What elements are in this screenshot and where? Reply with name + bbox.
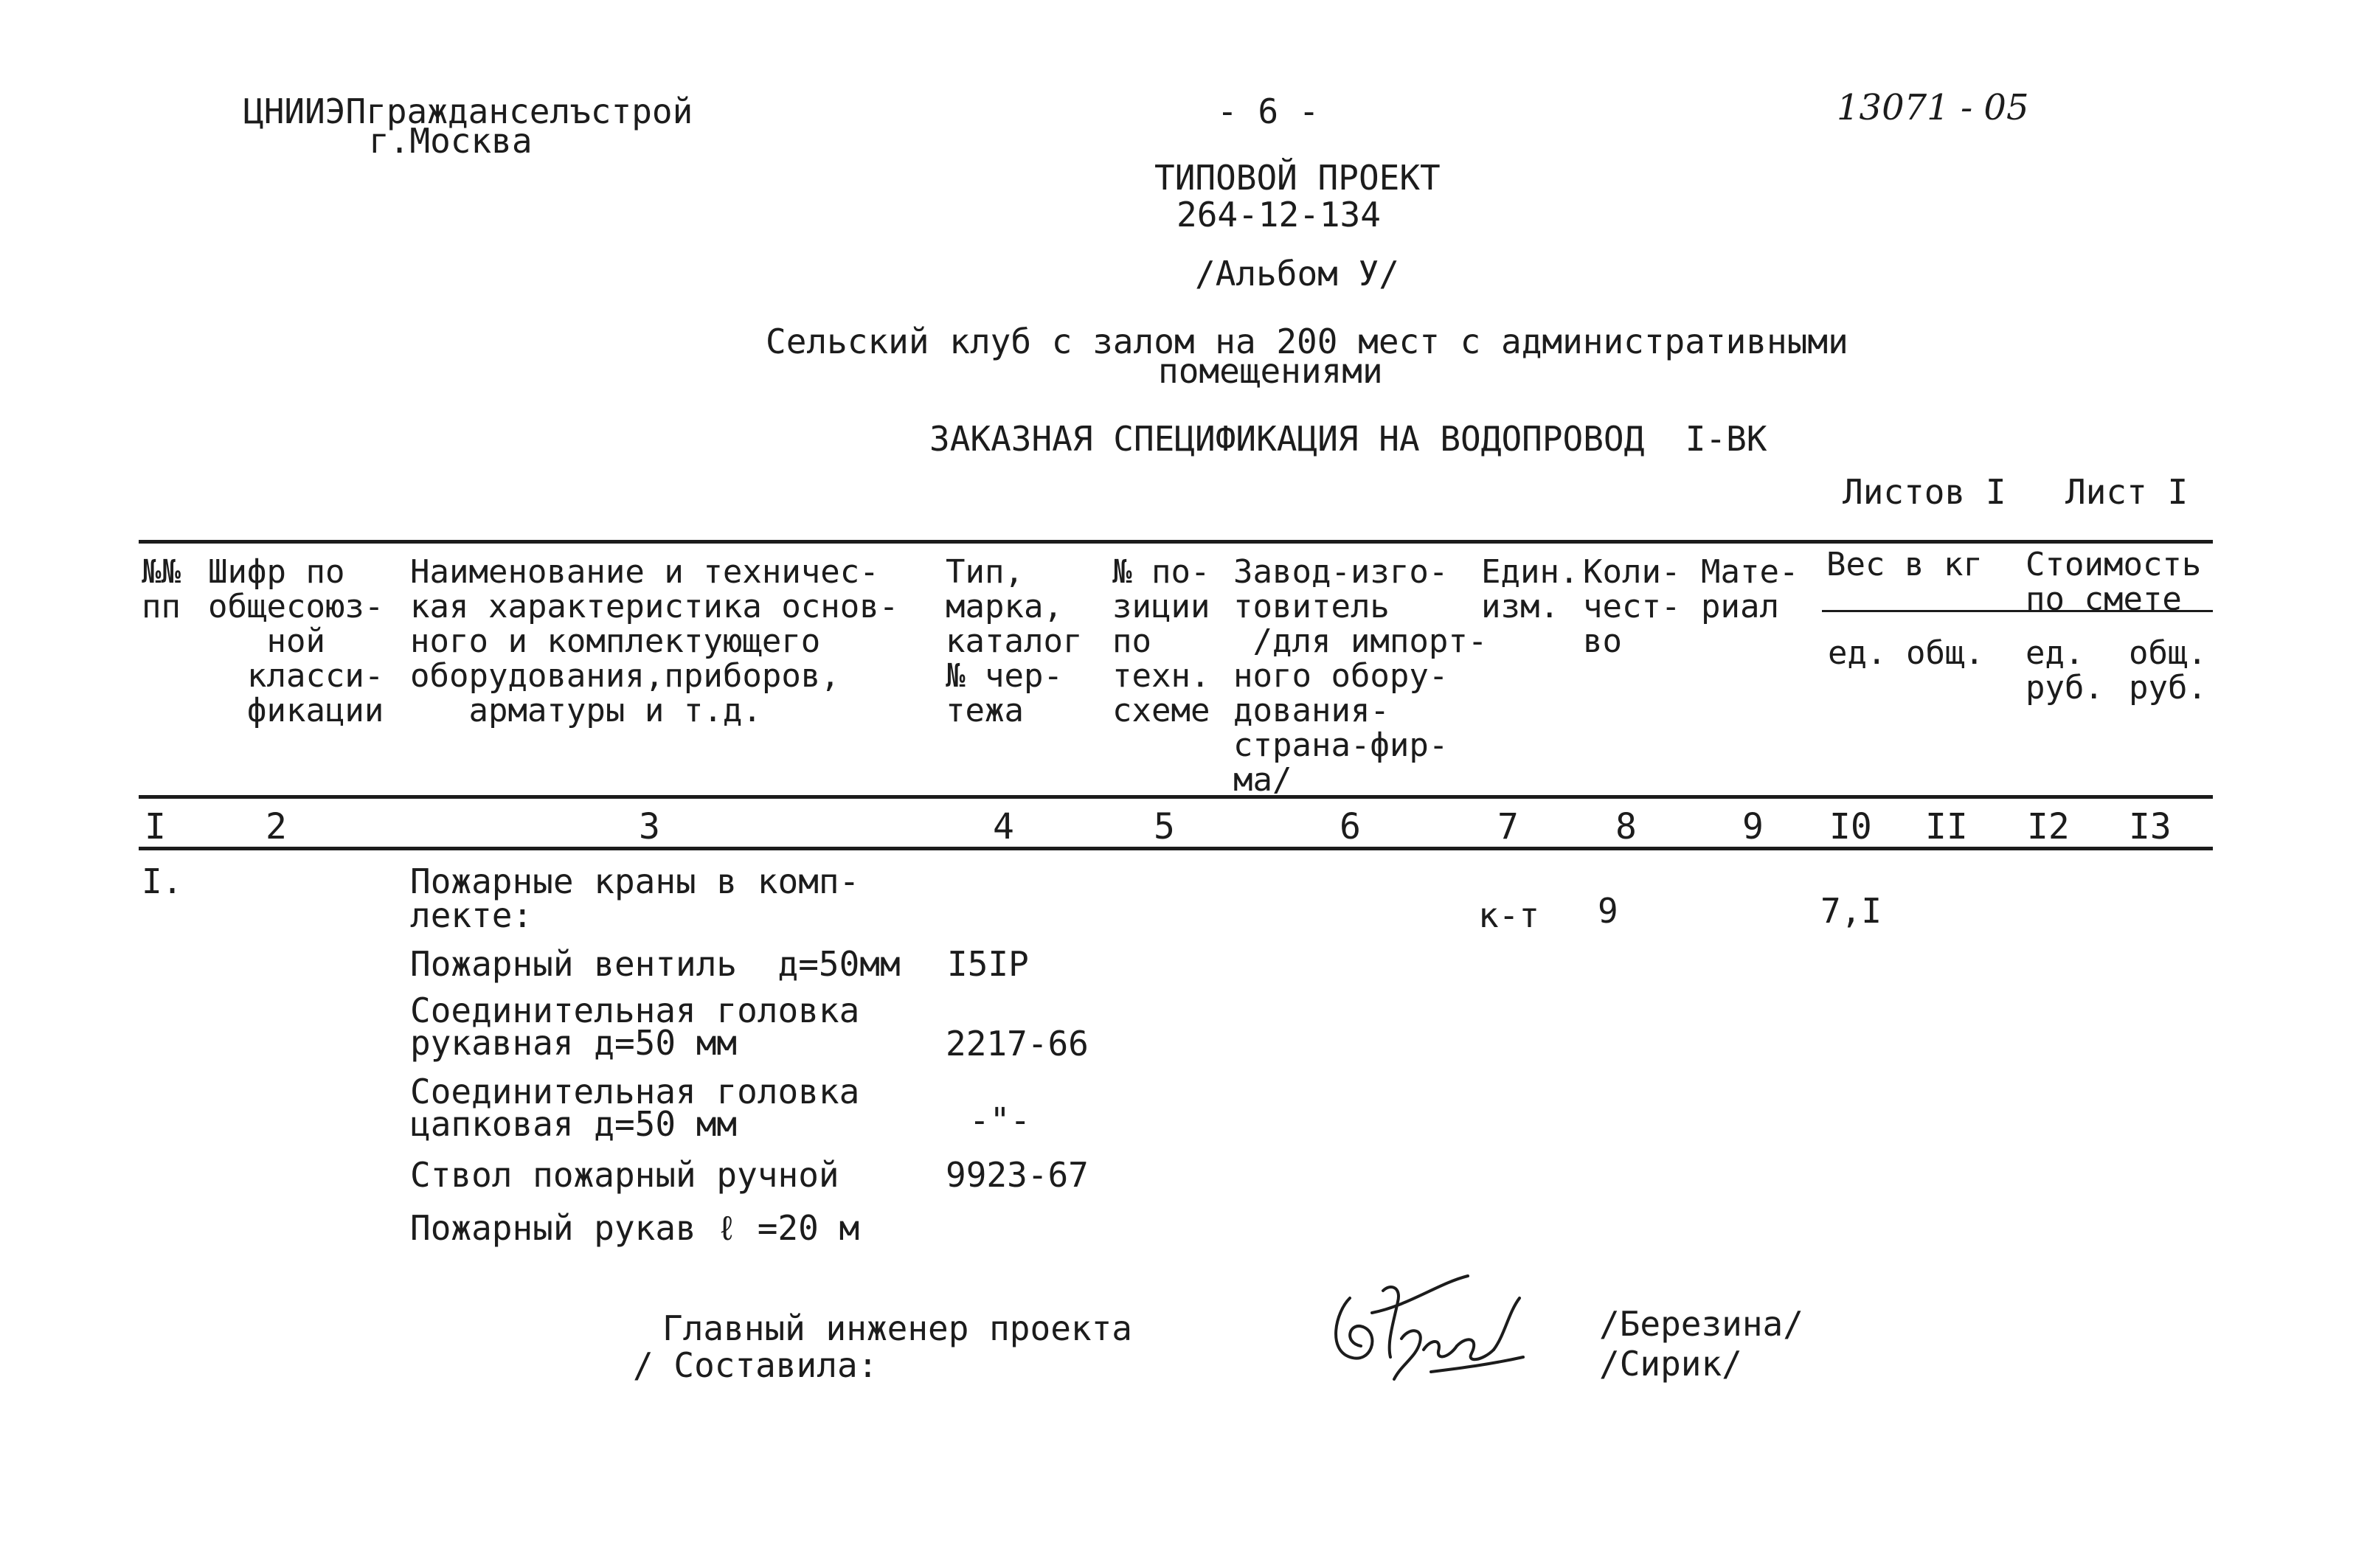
sheets-total: Листов I bbox=[1843, 472, 2006, 512]
column-number: I0 bbox=[1829, 806, 1872, 847]
page-number: - 6 - bbox=[1217, 91, 1320, 131]
column-number: I3 bbox=[2129, 806, 2172, 847]
column-number: 2 bbox=[266, 806, 287, 847]
column-numbers-rule bbox=[139, 847, 2213, 850]
row-name: Пожарные краны в комп- лекте: bbox=[410, 861, 860, 935]
column-number: I bbox=[145, 806, 166, 847]
col-header-classifier: Шифр по общесоюз- ной класси- фикации bbox=[208, 553, 384, 729]
row-name: Соединительная головка цапковая д=50 мм bbox=[410, 1072, 860, 1144]
row-name: Ствол пожарный ручной bbox=[410, 1155, 839, 1195]
chief-engineer-label: Главный инженер проекта bbox=[662, 1308, 1132, 1348]
col-header-unit: Един. изм. bbox=[1481, 553, 1579, 625]
row-name: Соединительная головка рукавная д=50 мм bbox=[410, 991, 860, 1063]
chief-engineer-name: /Березина/ bbox=[1599, 1304, 1803, 1344]
row-type: I5IP bbox=[947, 944, 1029, 984]
header-bottom-rule bbox=[139, 795, 2213, 799]
row-name: Пожарный рукав ℓ =20 м bbox=[410, 1208, 860, 1248]
compiled-by-label: / Составила: bbox=[633, 1345, 879, 1385]
col-header-material: Мате- риал bbox=[1701, 553, 1799, 625]
project-label: ТИПОВОЙ ПРОЕКТ bbox=[1154, 158, 1441, 198]
row-quantity: 9 bbox=[1598, 891, 1618, 931]
column-number: 6 bbox=[1340, 806, 1361, 847]
col-header-name: Наименование и техничес- кая характеристика основ- ного и комплектующего оборудования,приборов, арматуры и т.д. bbox=[410, 553, 899, 729]
column-number: 4 bbox=[993, 806, 1014, 847]
col-header-quantity: Коли- чест- во bbox=[1583, 553, 1681, 660]
col-header-number: №№ пп bbox=[142, 553, 181, 625]
organization-city: г.Москва bbox=[369, 121, 533, 161]
row-type: 2217-66 bbox=[946, 1024, 1089, 1064]
col-header-weight: Вес в кг bbox=[1826, 546, 1983, 583]
table-top-rule bbox=[139, 540, 2213, 544]
column-number: I2 bbox=[2027, 806, 2070, 847]
handwritten-signature bbox=[1320, 1269, 1534, 1394]
compiled-by-name: /Сирик/ bbox=[1599, 1344, 1742, 1384]
project-code: 264-12-134 bbox=[1176, 195, 1381, 235]
column-number: 9 bbox=[1742, 806, 1764, 847]
col-header-type: Тип, марка, каталог № чер- тежа bbox=[946, 553, 1083, 729]
row-weight: 7,I bbox=[1820, 891, 1882, 931]
col-header-weight-unit: ед. bbox=[1828, 634, 1887, 672]
sheet-current: Лист I bbox=[2065, 472, 2189, 512]
column-number: 3 bbox=[639, 806, 660, 847]
col-header-cost: Стоимость по смете bbox=[2025, 546, 2202, 618]
row-unit: к-т bbox=[1478, 895, 1540, 935]
inventory-number: 13071 - 05 bbox=[1837, 87, 2029, 128]
column-number: 7 bbox=[1497, 806, 1519, 847]
col-header-weight-total: общ. bbox=[1906, 634, 1984, 672]
row-number: I. bbox=[142, 861, 183, 901]
spec-title: ЗАКАЗНАЯ СПЕЦИФИКАЦИЯ НА ВОДОПРОВОД I-ВК bbox=[929, 419, 1767, 459]
object-title-line2: помещениями bbox=[1158, 351, 1383, 391]
col-header-cost-total: общ. руб. bbox=[2129, 634, 2207, 707]
column-number: 8 bbox=[1615, 806, 1637, 847]
row-name: Пожарный вентиль д=50мм bbox=[410, 944, 901, 984]
column-number: II bbox=[1925, 806, 1968, 847]
album-label: /Альбом У/ bbox=[1195, 254, 1399, 294]
col-header-cost-unit: ед. руб. bbox=[2025, 634, 2104, 707]
row-type: -"- bbox=[969, 1100, 1031, 1140]
col-header-manufacturer: Завод-изго- товитель /для импорт- ного обору- дования- страна-фир- ма/ bbox=[1233, 553, 1488, 799]
object-title-line1: Сельский клуб с залом на 200 мест с административными bbox=[766, 322, 1848, 361]
column-number: 5 bbox=[1154, 806, 1175, 847]
col-header-position: № по- зиции по техн. схеме bbox=[1112, 553, 1210, 729]
row-type: 9923-67 bbox=[946, 1155, 1089, 1195]
organization-name: ЦНИИЭПгражданселъстрой bbox=[243, 91, 693, 131]
